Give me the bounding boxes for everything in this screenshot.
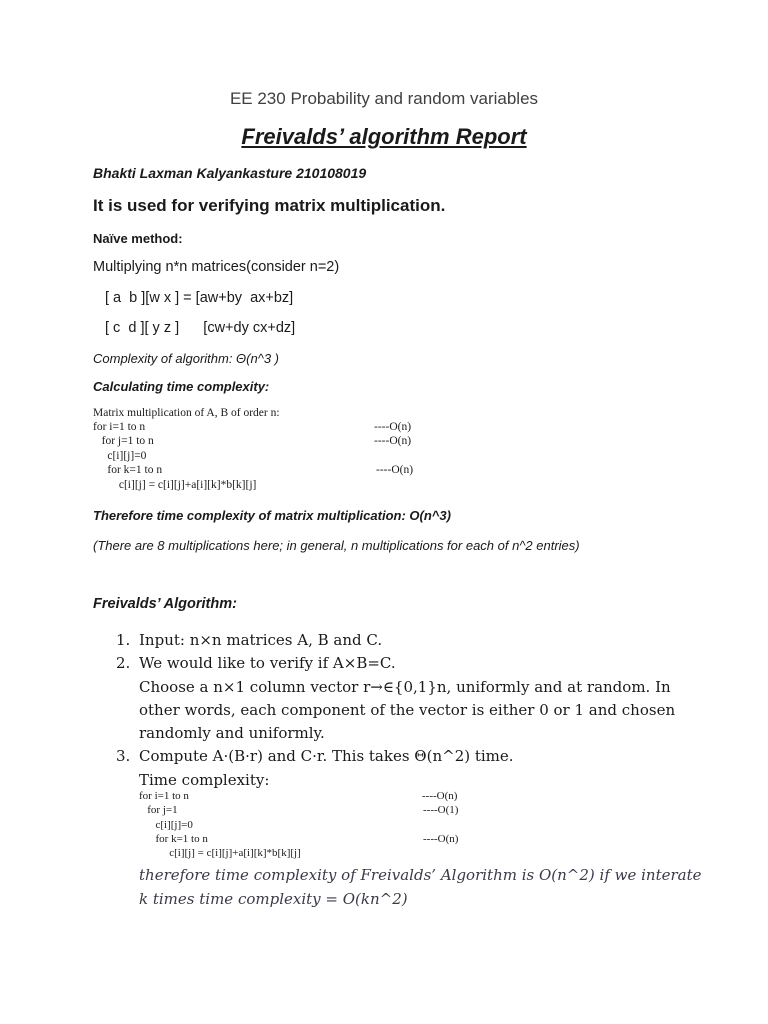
step-text: other words, each component of the vector is either 0 or 1 and chosen xyxy=(139,701,676,719)
naive-therefore: Therefore time complexity of matrix multiplication: O(n^3) xyxy=(93,508,451,523)
step-text: randomly and uniformly. xyxy=(139,724,325,742)
step-text: Compute A·(B·r) and C·r. This takes Θ(n^2) time. xyxy=(139,747,514,765)
code-line: for k=1 to n xyxy=(139,833,208,845)
complexity-statement: Complexity of algorithm: Θ(n^3 ) xyxy=(93,351,279,366)
code-line: c[i][j]=0 xyxy=(93,450,147,462)
course-title: EE 230 Probability and random variables xyxy=(229,89,539,108)
matrix-row-2: [ c d ][ y z ] [cw+dy cx+dz] xyxy=(105,320,296,336)
code-cost: ----O(n) xyxy=(374,421,412,433)
code-line: c[i][j]=0 xyxy=(139,819,193,831)
freivalds-heading: Freivalds’ Algorithm: xyxy=(93,596,237,612)
step-number: 1. xyxy=(116,631,131,649)
code-line: c[i][j] = c[i][j]+a[i][k]*b[k][j] xyxy=(93,479,257,491)
code-cost: ----O(n) xyxy=(376,464,414,476)
report-title: Freivalds’ algorithm Report xyxy=(241,124,527,149)
code-line: for j=1 xyxy=(139,804,178,816)
naive-note: (There are 8 multiplications here; in general, n multiplications for each of n^2 entries) xyxy=(93,538,580,553)
freivalds-conclusion-1: therefore time complexity of Freivalds’ Algorithm is O(n^2) if we interate xyxy=(139,866,702,884)
step-number: 3. xyxy=(116,747,131,765)
matrix-row-1: [ a b ][w x ] = [aw+by ax+bz] xyxy=(105,290,294,306)
code-line: for j=1 to n xyxy=(93,435,154,447)
step-text: We would like to verify if A×B=C. xyxy=(139,654,396,672)
author-line: Bhakti Laxman Kalyankasture 210108019 xyxy=(93,165,367,181)
purpose-statement: It is used for verifying matrix multiplication. xyxy=(93,196,446,215)
code-cost: ----O(n) xyxy=(423,833,459,845)
code-cost: ----O(n) xyxy=(374,435,412,447)
code-line: for i=1 to n xyxy=(93,421,146,433)
code-line: for i=1 to n xyxy=(139,790,189,802)
freivalds-conclusion-2: k times time complexity = O(kn^2) xyxy=(139,890,408,908)
code-line: c[i][j] = c[i][j]+a[i][k]*b[k][j] xyxy=(139,847,301,859)
naive-method-heading: Naïve method: xyxy=(93,231,183,246)
calc-heading: Calculating time complexity: xyxy=(93,379,270,394)
code-cost: ----O(1) xyxy=(423,804,459,816)
step-number: 2. xyxy=(116,654,131,672)
step-text: Choose a n×1 column vector r→∈{0,1}n, uniformly and at random. In xyxy=(139,678,671,696)
code-line: for k=1 to n xyxy=(93,464,163,476)
code-cost: ----O(n) xyxy=(422,790,458,802)
step-text: Time complexity: xyxy=(139,771,270,789)
code-line: Matrix multiplication of A, B of order n: xyxy=(93,407,280,419)
multiplying-line: Multiplying n*n matrices(consider n=2) xyxy=(93,259,340,275)
step-text: Input: n×n matrices A, B and C. xyxy=(139,631,383,649)
